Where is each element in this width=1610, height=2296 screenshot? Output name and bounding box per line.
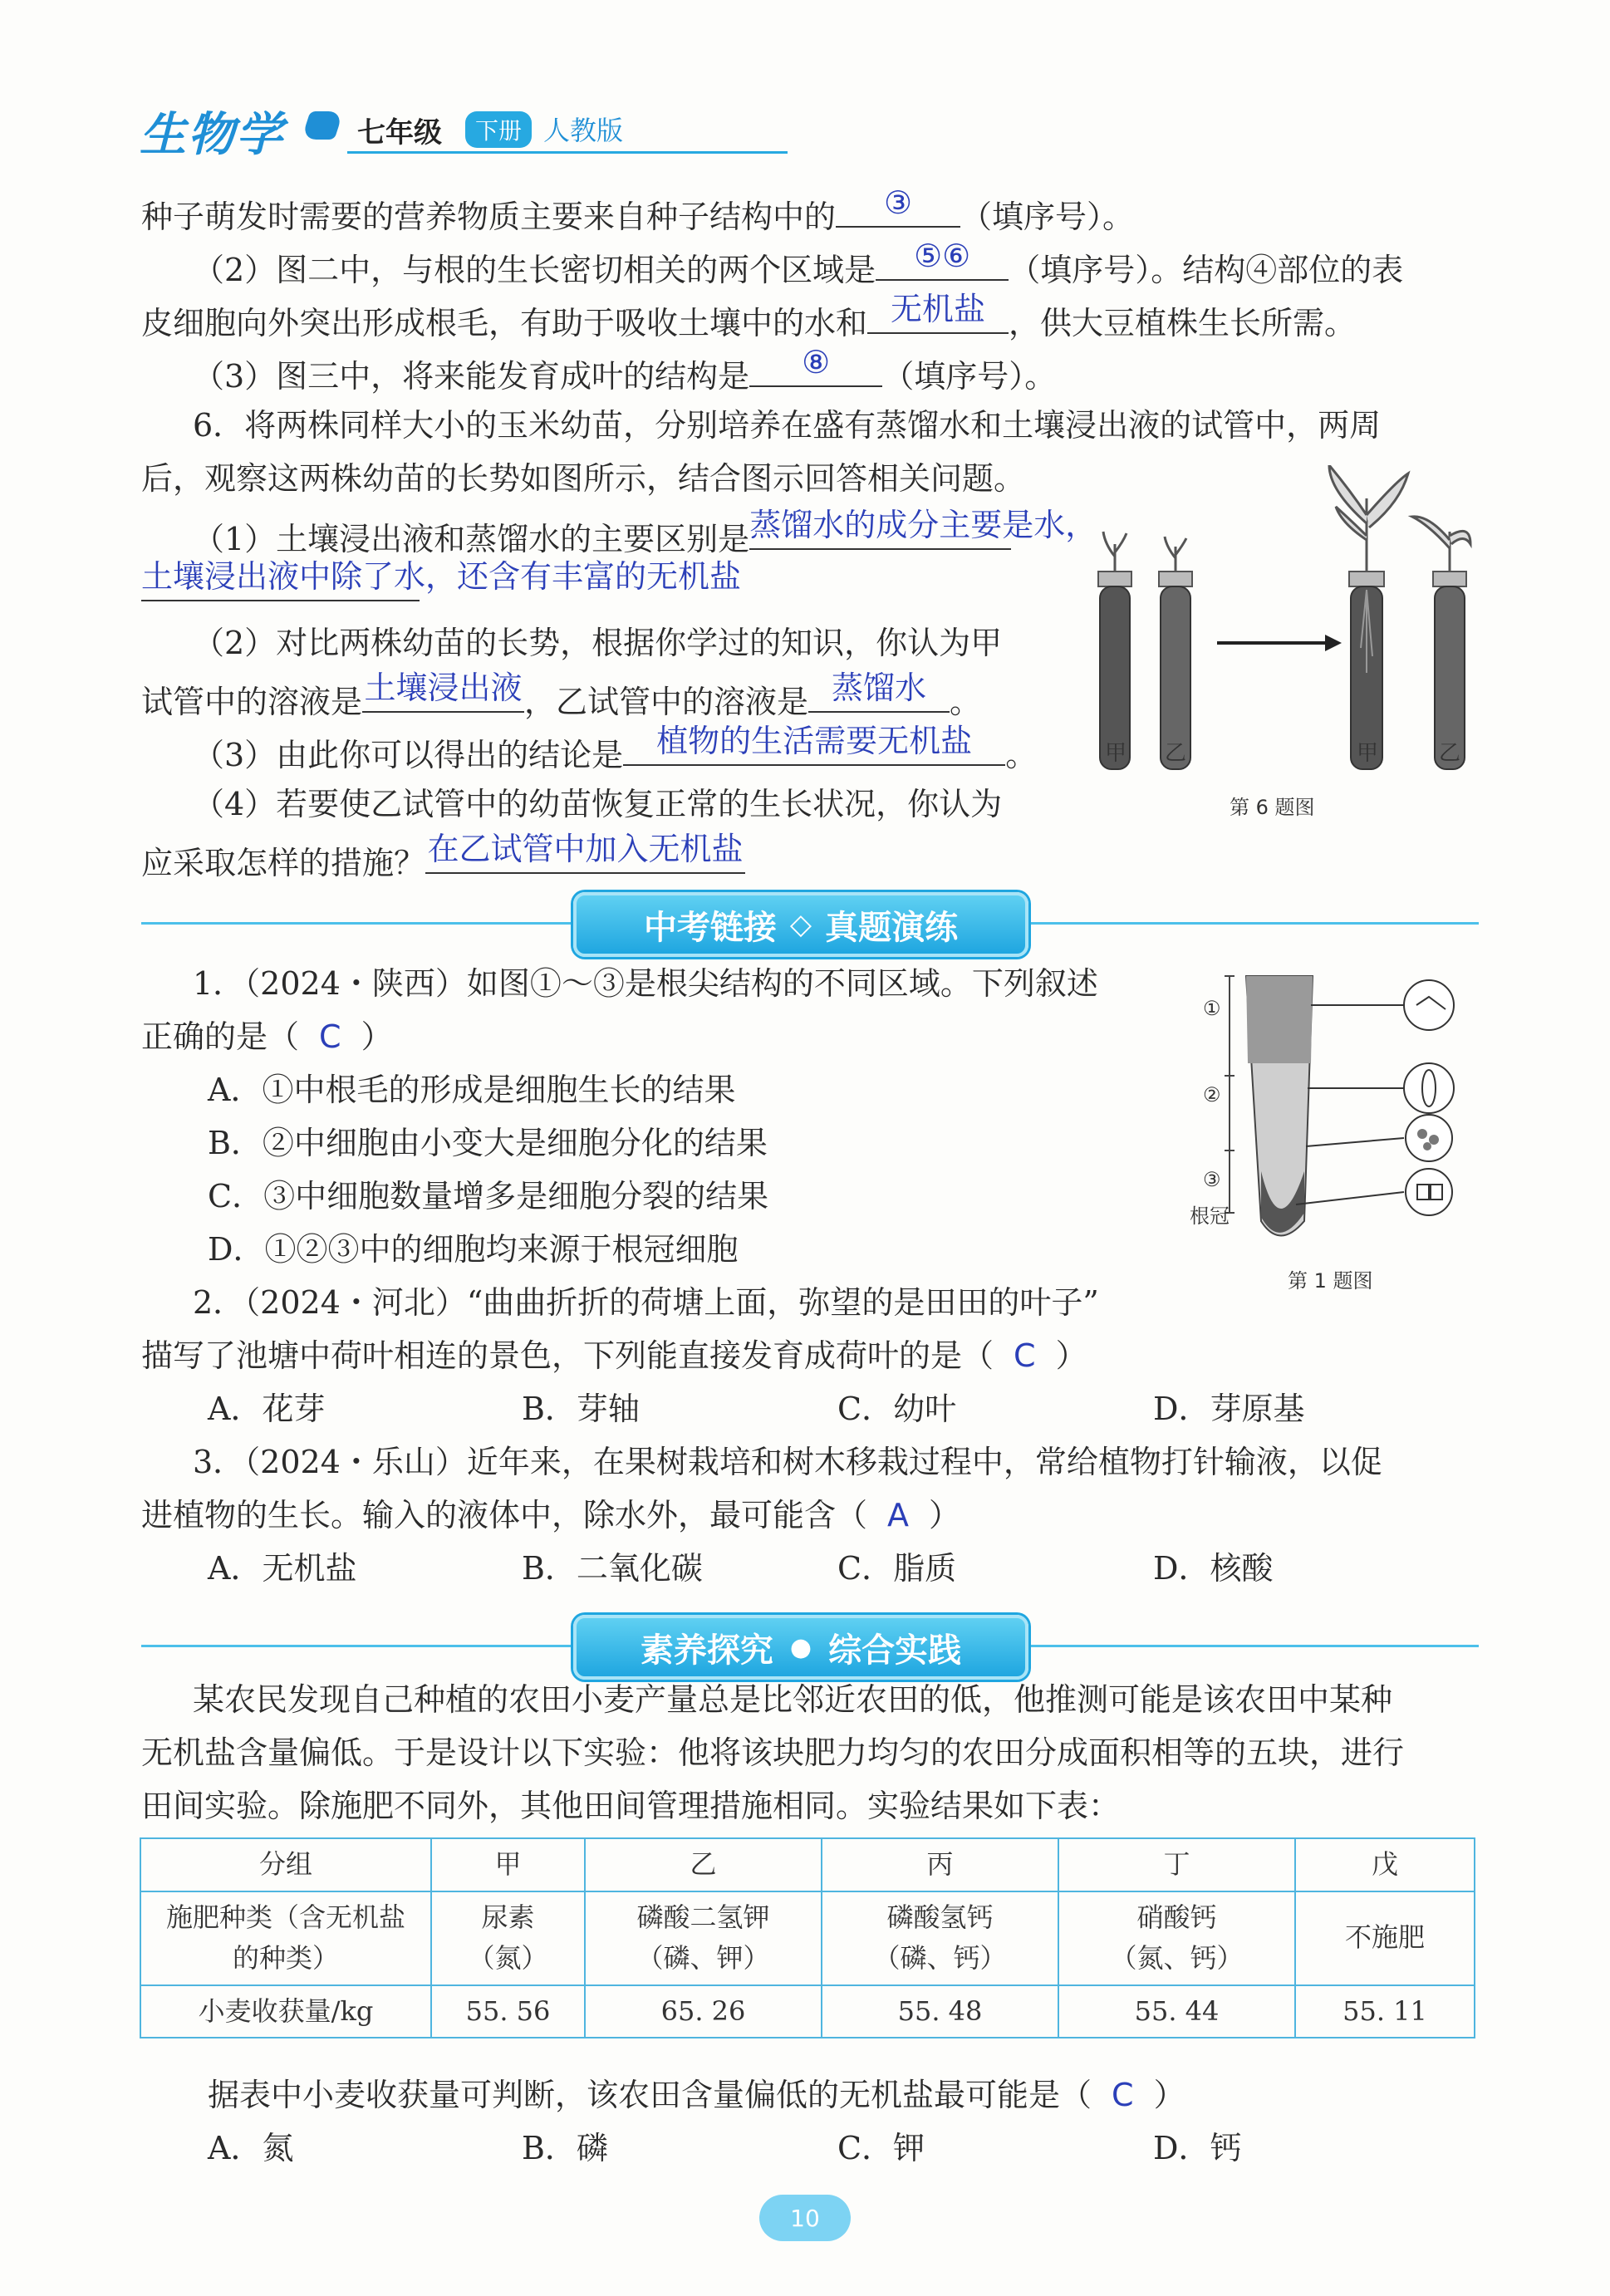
seedling-large-icon bbox=[1329, 465, 1408, 573]
q6-blank3 bbox=[623, 723, 1005, 766]
root-tip-illustration bbox=[1196, 964, 1479, 1246]
section1-title-a: 中考链接 bbox=[643, 908, 777, 947]
q6-p3 bbox=[193, 723, 1038, 775]
mc2-option-d: D．芽原基 bbox=[1153, 1391, 1305, 1427]
q6-answer4: 在乙试管中加入无机盐 bbox=[427, 831, 744, 868]
table-cell: 65. 26 bbox=[585, 1985, 822, 2038]
q6-answer2b: 蒸馏水 bbox=[832, 670, 927, 707]
root-label-cap: 根冠 bbox=[1190, 1204, 1230, 1228]
mc2-option-b: B．芽轴 bbox=[522, 1391, 640, 1427]
q5-blank1 bbox=[836, 184, 960, 228]
table-header-cell: 戊 bbox=[1295, 1838, 1475, 1891]
logo-swoosh-icon bbox=[301, 111, 343, 140]
table-cell bbox=[1058, 1891, 1295, 1985]
q6-p2-line1: （2）对比两株幼苗的长势，根据你学过的知识，你认为甲 bbox=[193, 625, 1003, 661]
q5-p2-tail: （填序号）。结构④部位的表 bbox=[1009, 252, 1404, 288]
mc1-close: ） bbox=[361, 1018, 393, 1055]
mc2-stem-line2 bbox=[141, 1337, 1087, 1376]
mc3-close: ） bbox=[929, 1497, 961, 1533]
q6-p2-line2 bbox=[141, 670, 982, 722]
q6-p4-text: 应采取怎样的措施？ bbox=[141, 845, 426, 881]
mc2-option-a: A．花芽 bbox=[208, 1391, 326, 1427]
bullet-dot-icon: ● bbox=[789, 1632, 812, 1662]
q5-blank4 bbox=[749, 344, 882, 387]
mc3-stem-line2 bbox=[141, 1497, 960, 1535]
section1-rule-right bbox=[1022, 922, 1479, 925]
table-cell: 55. 44 bbox=[1058, 1985, 1295, 2038]
mc2-close: ） bbox=[1055, 1337, 1087, 1374]
q6-p3-text: （3）由此你可以得出的结论是 bbox=[193, 737, 624, 773]
q6-p4-line1: （4）若要使乙试管中的幼苗恢复正常的生长状况，你认为 bbox=[193, 786, 1003, 822]
q5-p2-line2-text: 皮细胞向外突出形成根毛，有助于吸收土壤中的水和 bbox=[141, 305, 868, 341]
fertilizer-name: 磷酸氢钙 bbox=[886, 1901, 994, 1933]
inquiry-para-line2: 无机盐含量偏低。于是设计以下实验：他将该块肥力均匀的农田分成面积相等的五块，进行 bbox=[141, 1734, 1405, 1771]
mc2-option-c: C．幼叶 bbox=[837, 1391, 957, 1427]
table-header-cell: 乙 bbox=[585, 1838, 822, 1891]
q6-p3-end: 。 bbox=[1005, 737, 1038, 773]
mc1-figure bbox=[1190, 964, 1479, 1296]
mc2-stem-line1: 2．（2024・河北）“曲曲折折的荷塘上面，弥望的是田田的叶子” bbox=[193, 1284, 1099, 1321]
section2-title-b: 综合实践 bbox=[828, 1631, 962, 1670]
inquiry-para-line1: 某农民发现自己种植的农田小麦产量总是比邻近农田的低，他推测可能是该农田中某种 bbox=[193, 1681, 1393, 1718]
table-cell bbox=[585, 1891, 822, 1985]
q6-blank4 bbox=[425, 831, 745, 874]
q6-blank1b bbox=[141, 558, 742, 601]
q5-blank2 bbox=[876, 238, 1009, 281]
tube-label-jia-2: 甲 bbox=[1357, 741, 1379, 766]
section2-rule-right bbox=[1022, 1645, 1479, 1647]
q5-p3 bbox=[193, 344, 1057, 396]
q6-p1-line2 bbox=[141, 558, 742, 611]
q6-figure bbox=[1080, 465, 1495, 819]
section1-rule-left bbox=[141, 922, 573, 925]
arrow-right-icon bbox=[1217, 635, 1342, 651]
header-grade: 七年级 bbox=[357, 116, 442, 150]
mc1-option-a: A．①中根毛的形成是细胞生长的结果 bbox=[208, 1072, 736, 1108]
seedling-small-icon bbox=[1103, 532, 1186, 573]
q5-p2-text: （2）图二中，与根的生长密切相关的两个区域是 bbox=[193, 252, 876, 288]
mc3-stem2-text: 进植物的生长。输入的液体中，除水外，最可能含（ bbox=[141, 1497, 868, 1533]
inquiry-option-c: C．钾 bbox=[837, 2130, 925, 2166]
mc3-option-b: B．二氧化碳 bbox=[522, 1550, 703, 1587]
mc1-stem-line2 bbox=[141, 1018, 393, 1057]
mc1-option-b: B．②中细胞由小变大是细胞分化的结果 bbox=[208, 1125, 768, 1161]
table-header-cell: 分组 bbox=[140, 1838, 431, 1891]
tube-label-jia-1: 甲 bbox=[1105, 741, 1127, 766]
inquiry-option-b: B．磷 bbox=[522, 2130, 608, 2166]
table-cell: 不施肥 bbox=[1295, 1891, 1475, 1985]
mc2-answer: C bbox=[1014, 1337, 1036, 1374]
q5-line1-tail: （填序号）。 bbox=[960, 199, 1135, 235]
q5-p2-line2 bbox=[141, 291, 1357, 343]
mc3-option-a: A．无机盐 bbox=[208, 1550, 357, 1587]
fertilizer-elements: （氮、钙） bbox=[1110, 1942, 1244, 1975]
q5-p3-tail: （填序号）。 bbox=[882, 358, 1057, 395]
q6-intro-line2: 后，观察这两株幼苗的长势如图所示，结合图示回答相关问题。 bbox=[141, 460, 1026, 497]
q6-p1-text: （1）土壤浸出液和蒸馏水的主要区别是 bbox=[193, 521, 750, 557]
mc3-answer: A bbox=[887, 1497, 910, 1533]
q6-p2-text-a: 试管中的溶液是 bbox=[141, 684, 363, 720]
table-header-cell: 甲 bbox=[431, 1838, 585, 1891]
test-tubes-illustration bbox=[1080, 465, 1495, 781]
table-header-row bbox=[140, 1838, 1475, 1891]
table-cell: 55. 56 bbox=[431, 1985, 585, 2038]
table-cell bbox=[431, 1891, 585, 1985]
q5-blank3 bbox=[867, 291, 1009, 334]
table-cell bbox=[822, 1891, 1058, 1985]
inquiry-para-line3: 田间实验。除施肥不同外，其他田间管理措施相同。实验结果如下表： bbox=[141, 1788, 1121, 1824]
section1-title-b: 真题演练 bbox=[825, 908, 959, 947]
q5-p2-line2-tail: ，供大豆植株生长所需。 bbox=[1009, 305, 1357, 341]
q6-intro-line1: 6．将两株同样大小的玉米幼苗，分别培养在盛有蒸馏水和土壤浸出液的试管中，两周 bbox=[193, 407, 1382, 444]
fertilizer-name: 尿素 bbox=[481, 1901, 535, 1933]
row-label-line1: 施肥种类（含无机盐 bbox=[165, 1901, 405, 1933]
q6-p4-line2 bbox=[141, 831, 745, 883]
q5-line1 bbox=[141, 184, 1135, 237]
mc3-option-c: C．脂质 bbox=[837, 1550, 957, 1587]
q6-answer2a: 土壤浸出液 bbox=[364, 670, 523, 707]
q5-answer2: ⑤⑥ bbox=[914, 238, 971, 275]
inquiry-answer: C bbox=[1112, 2077, 1134, 2113]
fertilizer-elements: （磷、钙） bbox=[873, 1942, 1007, 1975]
q5-p2 bbox=[193, 238, 1404, 290]
mc3-option-d: D．核酸 bbox=[1153, 1550, 1274, 1587]
q6-answer1b: 土壤浸出液中除了水，还含有丰富的无机盐 bbox=[141, 558, 742, 596]
fertilizer-elements: （氮） bbox=[468, 1942, 548, 1975]
mc1-option-d: D．①②③中的细胞均来源于根冠细胞 bbox=[208, 1231, 739, 1268]
inquiry-close: ） bbox=[1153, 2077, 1185, 2113]
mc1-stem2-text: 正确的是（ bbox=[141, 1018, 300, 1055]
mc1-option-c: C．③中细胞数量增多是细胞分裂的结果 bbox=[208, 1178, 769, 1214]
q5-answer4: ⑧ bbox=[802, 344, 831, 381]
tube-label-yi-2: 乙 bbox=[1439, 741, 1461, 766]
q5-answer3: 无机盐 bbox=[891, 291, 986, 328]
inquiry-option-d: D．钙 bbox=[1153, 2130, 1242, 2166]
inquiry-question bbox=[208, 2077, 1185, 2115]
section2-title-a: 素养探究 bbox=[640, 1631, 773, 1670]
q6-p1 bbox=[193, 507, 1097, 559]
q6-answer3: 植物的生活需要无机盐 bbox=[656, 723, 973, 760]
fertilizer-name: 磷酸二氢钾 bbox=[636, 1901, 770, 1933]
header-volume: 下册 bbox=[465, 111, 532, 148]
table-row bbox=[140, 1891, 1475, 1985]
inquiry-question-text: 据表中小麦收获量可判断，该农田含量偏低的无机盐最可能是（ bbox=[208, 2077, 1092, 2113]
experiment-table bbox=[140, 1837, 1475, 2038]
cell-detail-circles bbox=[1404, 980, 1454, 1215]
q6-p2-text-b: ，乙试管中的溶液是 bbox=[524, 684, 809, 720]
mc2-stem2-text: 描写了池塘中荷叶相连的景色，下列能直接发育成荷叶的是（ bbox=[141, 1337, 994, 1374]
q6-answer1a: 蒸馏水的成分主要是水， bbox=[749, 507, 1097, 544]
q5-answer1: ③ bbox=[883, 184, 913, 222]
table-row bbox=[140, 1985, 1475, 2038]
root-label-3: ③ bbox=[1203, 1168, 1221, 1191]
mc1-figure-caption: 第 1 题图 bbox=[1288, 1269, 1373, 1293]
table-cell: 55. 11 bbox=[1295, 1985, 1475, 2038]
fertilizer-elements: （磷、钾） bbox=[636, 1942, 770, 1975]
mc1-answer: C bbox=[319, 1018, 341, 1055]
header bbox=[140, 91, 1485, 162]
page-number: 10 bbox=[759, 2195, 851, 2241]
fertilizer-name: 硝酸钙 bbox=[1136, 1901, 1217, 1933]
tube-label-yi-1: 乙 bbox=[1165, 741, 1187, 766]
q5-line1-text: 种子萌发时需要的营养物质主要来自种子结构中的 bbox=[141, 199, 837, 235]
row-label-line2: 的种类） bbox=[232, 1942, 339, 1975]
mc1-stem-line1: 1．（2024・陕西）如图①～③是根尖结构的不同区域。下列叙述 bbox=[193, 965, 1098, 1002]
header-underline bbox=[347, 151, 788, 154]
root-label-1: ① bbox=[1203, 997, 1221, 1020]
inquiry-option-a: A．氮 bbox=[208, 2130, 294, 2166]
table-header-cell: 丁 bbox=[1058, 1838, 1295, 1891]
root-label-2: ② bbox=[1203, 1083, 1221, 1106]
table-cell bbox=[140, 1891, 431, 1985]
section2-rule-left bbox=[141, 1645, 573, 1647]
q6-blank2a bbox=[362, 670, 524, 713]
table-header-cell: 丙 bbox=[822, 1838, 1058, 1891]
q6-p2-end: 。 bbox=[950, 684, 982, 720]
seedling-wilted-icon bbox=[1412, 517, 1470, 573]
graduation-cap-icon: ◇ bbox=[789, 908, 812, 941]
q6-figure-caption: 第 6 题图 bbox=[1230, 796, 1315, 819]
q6-blank1 bbox=[749, 507, 1097, 550]
section2-banner bbox=[573, 1615, 1028, 1680]
q5-p3-text: （3）图三中，将来能发育成叶的结构是 bbox=[193, 358, 750, 395]
table-cell: 55. 48 bbox=[822, 1985, 1058, 2038]
q6-blank2b bbox=[808, 670, 950, 713]
table-cell: 小麦收获量/kg bbox=[140, 1985, 431, 2038]
book-logo: 生物学 bbox=[140, 108, 284, 162]
header-edition: 人教版 bbox=[543, 115, 624, 146]
mc3-stem-line1: 3．（2024・乐山）近年来，在果树栽培和树木移栽过程中，常给植物打针输液，以促 bbox=[193, 1444, 1382, 1480]
section1-banner bbox=[573, 892, 1028, 957]
